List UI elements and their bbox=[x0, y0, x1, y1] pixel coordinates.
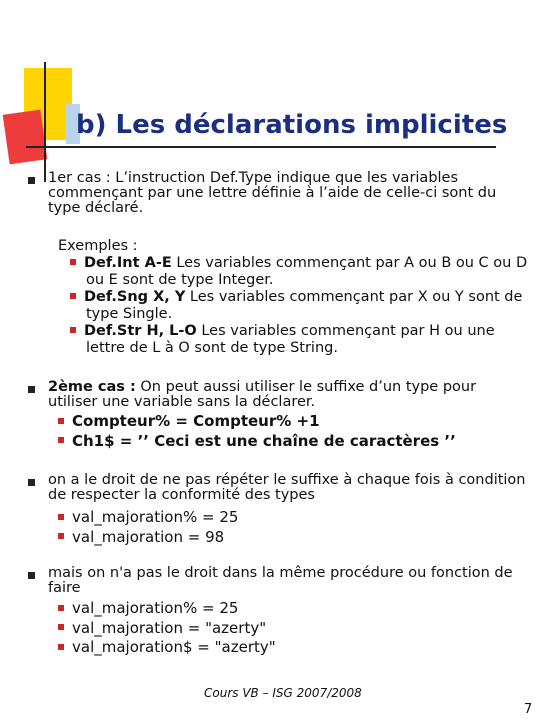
example-item bbox=[74, 255, 538, 289]
paragraph-second-case bbox=[48, 380, 528, 451]
code-line bbox=[58, 432, 528, 452]
case-label: 1er cas : bbox=[48, 170, 111, 186]
decorative-vertical-line bbox=[44, 62, 46, 182]
code-text: val_majoration% = 25 bbox=[72, 599, 239, 617]
code-text: val_majoration% = 25 bbox=[72, 508, 239, 526]
keyword: Def.Type bbox=[209, 170, 272, 186]
bullet-icon bbox=[70, 293, 76, 299]
slide-title: b) Les déclarations implicites bbox=[76, 110, 508, 140]
text: L’instruction bbox=[110, 170, 210, 186]
example-item bbox=[74, 289, 538, 323]
code-line bbox=[58, 638, 528, 658]
bullet-icon bbox=[28, 479, 35, 486]
bullet-icon bbox=[58, 418, 64, 424]
code-line bbox=[58, 528, 528, 548]
example-text: Les variables commençant par H ou une lettre de L à O sont de type String. bbox=[86, 323, 495, 356]
bullet-icon bbox=[58, 437, 64, 443]
bullet-icon bbox=[58, 624, 64, 630]
examples-header: Exemples : bbox=[58, 238, 138, 254]
text: indique que les variables commençant par une lettre définie à l’aide de celle-ci sont du type déclaré. bbox=[48, 170, 497, 216]
footer: Cours VB – ISG 2007/2008 bbox=[204, 686, 362, 700]
code-line bbox=[58, 508, 528, 528]
text: on a le droit de ne pas répéter le suffixe à chaque fois à condition de respecter la conformité des types bbox=[48, 472, 526, 503]
bullet-icon bbox=[58, 514, 64, 520]
code-text: Compteur% = Compteur% +1 bbox=[72, 412, 320, 430]
example-text: Les variables commençant par X ou Y sont de type Single. bbox=[86, 289, 523, 322]
bullet-icon bbox=[58, 605, 64, 611]
example-keyword: Def.Int A-E bbox=[84, 255, 172, 271]
examples-block bbox=[58, 238, 538, 357]
example-text: Les variables commençant par A ou B ou C ou D ou E sont de type Integer. bbox=[86, 255, 528, 288]
paragraph-first-case bbox=[48, 171, 528, 216]
page-number: 7 bbox=[524, 702, 533, 717]
example-keyword: Def.Sng X, Y bbox=[84, 289, 186, 305]
bullet-icon bbox=[70, 259, 76, 265]
code-line bbox=[58, 619, 528, 639]
bullet-icon bbox=[28, 177, 35, 184]
bullet-icon bbox=[58, 644, 64, 650]
paragraph-restriction bbox=[48, 566, 528, 658]
text: mais on n'a pas le droit dans la même procédure ou fonction de faire bbox=[48, 565, 513, 596]
code-text: val_majoration = "azerty" bbox=[72, 618, 267, 637]
decorative-red-square bbox=[3, 110, 48, 165]
code-line bbox=[58, 412, 528, 432]
bullet-icon bbox=[58, 533, 64, 539]
code-text: val_majoration$ = "azerty" bbox=[72, 638, 276, 656]
code-line bbox=[58, 599, 528, 619]
text: On peut aussi utiliser le suffixe d’un type pour utiliser une variable sans la déclarer. bbox=[48, 379, 477, 410]
case-label: 2ème cas : bbox=[48, 379, 136, 395]
bullet-icon bbox=[70, 327, 76, 333]
bullet-icon bbox=[28, 386, 35, 393]
title-underline bbox=[26, 146, 496, 148]
bullet-icon bbox=[28, 572, 35, 579]
example-keyword: Def.Str H, L-O bbox=[84, 323, 197, 339]
code-text: val_majoration = 98 bbox=[72, 527, 225, 546]
code-text: Ch1$ = ’’ Ceci est une chaîne de caractères ’’ bbox=[72, 431, 456, 450]
paragraph-suffix-rule bbox=[48, 473, 528, 547]
example-item bbox=[74, 323, 538, 357]
